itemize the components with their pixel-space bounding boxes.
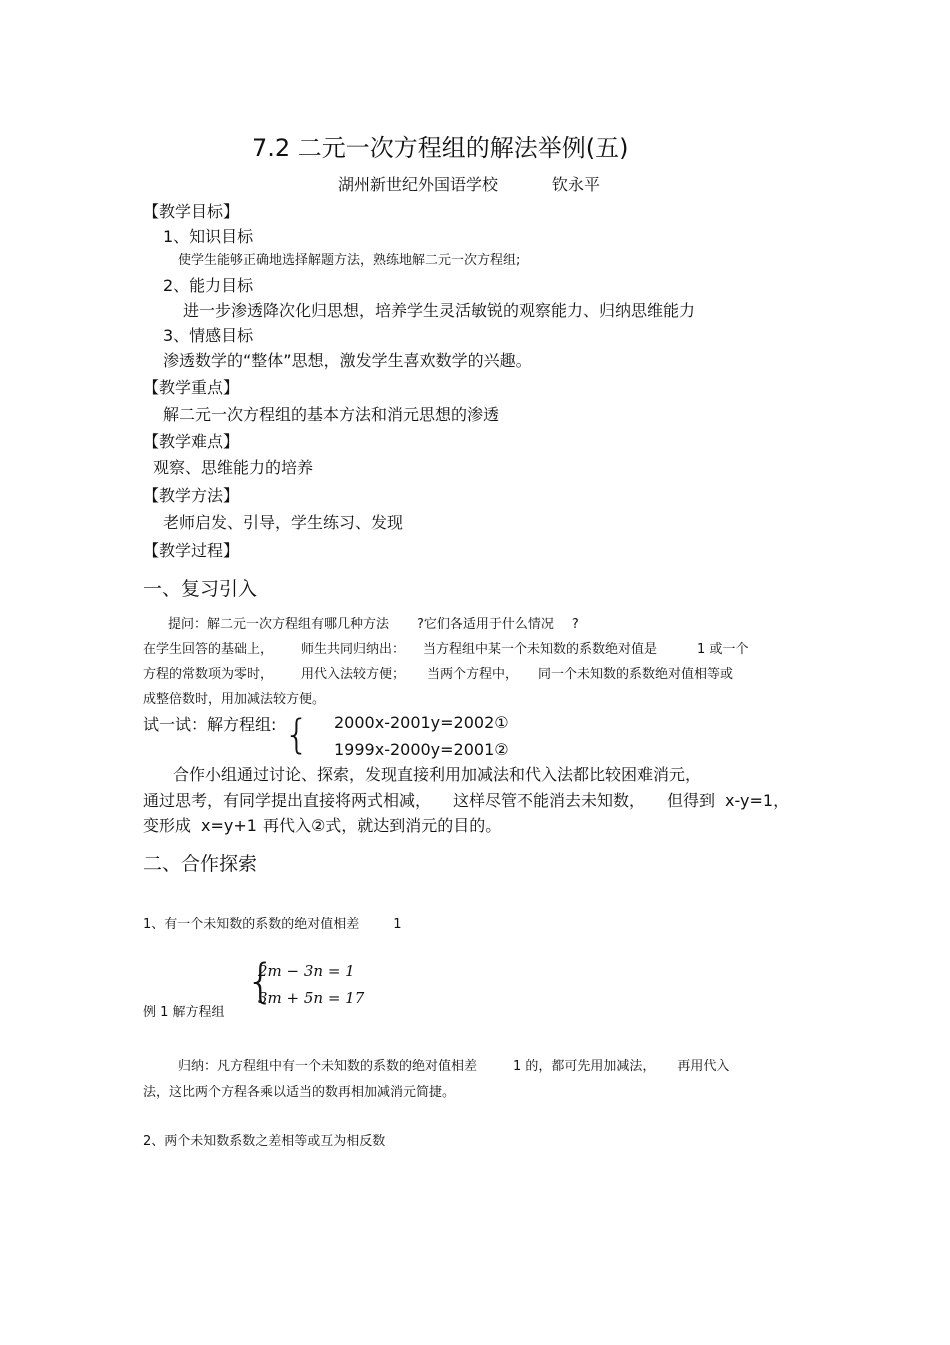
question-text: 提问：解二元一次方程组有哪几种方法 ?它们各适用于什么情况 ? (168, 617, 579, 632)
discussion-line: 合作小组通过讨论、探索，发现直接利用加减法和代入法都比较困难消元， (173, 765, 702, 784)
equation-2: 1999x-2000y=2001② (334, 740, 509, 759)
difficulty-text: 观察、思维能力的培养 (153, 458, 314, 477)
goals-heading: 【教学目标】 (143, 202, 240, 221)
discussion-line: 通过思考，有同学提出直接将两式相减， 这样尽管不能消去未知数， 但得到 x-y=1， (143, 791, 790, 810)
goal-text: 渗透数学的“整体”思想，激发学生喜欢数学的兴趣。 (163, 351, 532, 370)
try-label: 试一试：解方程组: (143, 715, 277, 734)
system-brace: { (284, 712, 310, 758)
example-equation-2: 3m + 5n = 17 (258, 989, 365, 1007)
author-name: 钦永平 (552, 175, 601, 194)
key-text: 解二元一次方程组的基本方法和消元思想的渗透 (163, 405, 500, 424)
goal-label: 3、情感目标 (163, 326, 254, 345)
summary-line: 方程的常数项为零时， 用代入法较方便； 当两个方程中， 同一个未知数的系数绝对值相等或 (143, 667, 734, 682)
page-title: 7.2 二元一次方程组的解法举例(五) (252, 134, 629, 162)
section2-heading: 二、合作探索 (143, 853, 258, 875)
equation-1: 2000x-2001y=2002① (334, 713, 509, 732)
example-label: 例 1 解方程组 (143, 1005, 225, 1020)
case1-text: 1、有一个未知数的系数的绝对值相差 1 (143, 917, 402, 932)
goal-label: 2、能力目标 (163, 276, 254, 295)
difficulty-heading: 【教学难点】 (143, 432, 240, 451)
goal-text: 使学生能够正确地选择解题方法，熟练地解二元一次方程组; (178, 253, 521, 268)
summary-line: 在学生回答的基础上， 师生共同归纳出： 当方程组中某一个未知数的系数绝对值是 1 或一个 (143, 642, 749, 657)
key-heading: 【教学重点】 (143, 378, 240, 397)
example-brace: { (246, 954, 276, 1008)
method-heading: 【教学方法】 (143, 486, 240, 505)
goal-text: 进一步渗透降次化归思想，培养学生灵活敏锐的观察能力、归纳思维能力 (183, 301, 696, 320)
section1-heading: 一、复习引入 (143, 578, 258, 600)
goal-label: 1、知识目标 (163, 227, 254, 246)
process-heading: 【教学过程】 (143, 541, 240, 560)
discussion-line: 变形成 x=y+1 再代入②式，就达到消元的目的。 (143, 816, 502, 835)
school-name: 湖州新世纪外国语学校 (338, 175, 499, 194)
example-equation-1: 2m − 3n = 1 (258, 962, 355, 980)
summary-line: 成整倍数时，用加减法较方便。 (143, 692, 326, 707)
method-text: 老师启发、引导，学生练习、发现 (163, 513, 404, 532)
conclusion-line: 归纳：凡方程组中有一个未知数的系数的绝对值相差 1 的，都可先用加减法， 再用代入 (178, 1059, 730, 1074)
conclusion-line: 法，这比两个方程各乘以适当的数再相加减消元简捷。 (143, 1085, 456, 1100)
case2-text: 2、两个未知数系数之差相等或互为相反数 (143, 1134, 386, 1149)
